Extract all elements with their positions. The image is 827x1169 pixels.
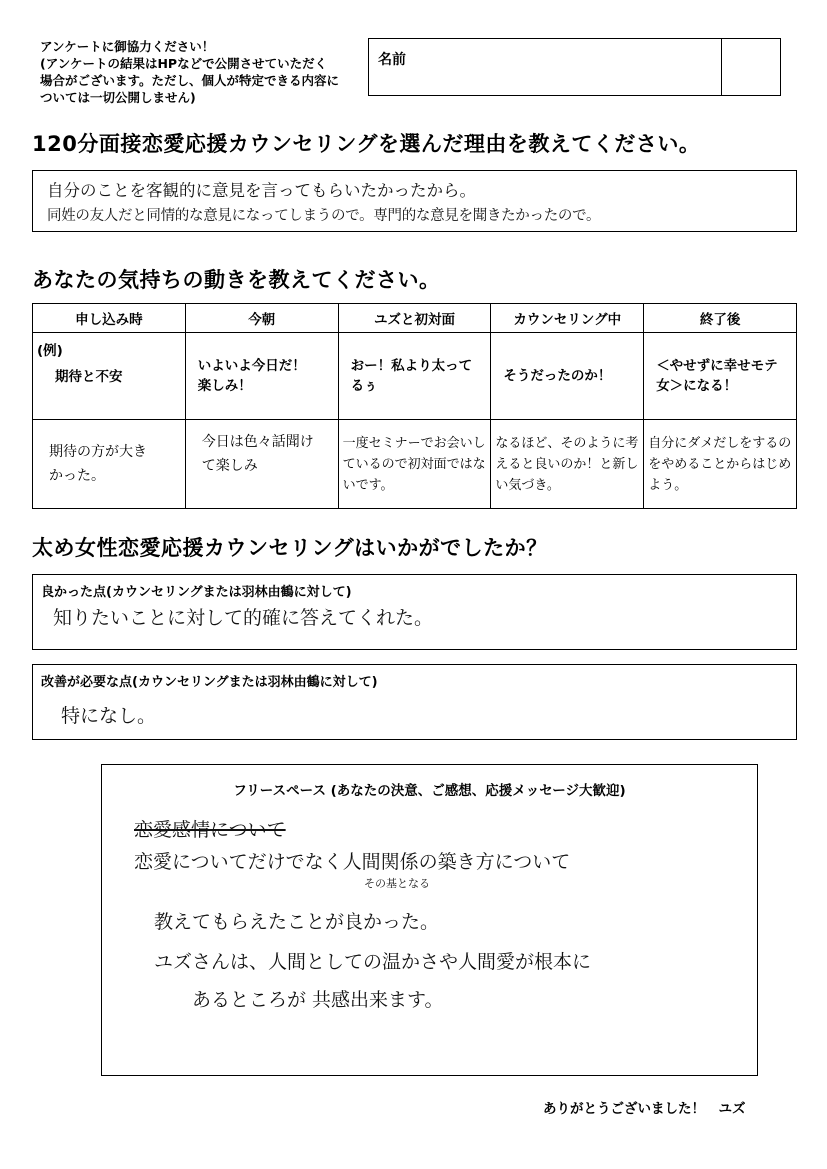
intro-line: ついては一切公開しません)	[40, 90, 196, 105]
thanks-text: ありがとうございました！ ユズ	[543, 1101, 746, 1117]
intro-line: アンケートに御協力ください！	[40, 39, 215, 54]
good-points-answer: 知りたいことに対して的確に答えてくれた。	[53, 607, 434, 629]
improvement-label: 改善が必要な点(カウンセリングまたは羽林由鶴に対して)	[41, 675, 378, 690]
example-cell	[644, 333, 797, 420]
improvement-answer: 特になし。	[61, 705, 157, 727]
answer-text: 自分にダメだしをするのをやめることからはじめよう。	[648, 435, 792, 493]
name-box-divider	[721, 39, 722, 95]
q3-title: 太め女性恋愛応援カウンセリングはいかがでしたか？	[32, 536, 548, 560]
q1-answer-box[interactable]	[32, 170, 797, 232]
example-text: そうだったのか！	[503, 368, 612, 384]
answer-text: 一度セミナーでお会いしているので初対面ではないです。	[342, 435, 486, 493]
table-header: 終了後	[644, 304, 797, 333]
free-space-title: フリースペース (あなたの決意、ご感想、応援メッセージ大歓迎)	[233, 783, 626, 799]
name-label: 名前	[378, 52, 406, 68]
table-header: ユズと初対面	[338, 304, 491, 333]
q1-title: 120分面接恋愛応援カウンセリングを選んだ理由を教えてください。	[32, 132, 701, 156]
good-points-label: 良かった点(カウンセリングまたは羽林由鶴に対して)	[41, 585, 352, 600]
free-space-line: 恋愛についてだけでなく人間関係の築き方について	[134, 851, 571, 873]
example-cell	[338, 333, 491, 420]
name-box[interactable]	[368, 38, 781, 96]
intro-line: 場合がございます。ただし、個人が特定できる内容に	[40, 73, 340, 88]
answer-cell[interactable]	[644, 420, 797, 509]
example-text: おー！私より太ってるぅ	[350, 358, 473, 394]
free-space-insert: その基となる	[364, 877, 430, 890]
free-space-line: ユズさんは、人間としての温かさや人間愛が根本に	[154, 951, 592, 973]
table-header: 今朝	[185, 304, 338, 333]
q1-answer-line: 自分のことを客観的に意見を言ってもらいたかったから。	[47, 181, 476, 200]
answer-text: なるほど、そのように考えると良いのか！と新しい気づき。	[495, 435, 639, 493]
answer-cell[interactable]	[185, 420, 338, 509]
free-space-line: あるところが 共感出来ます。	[192, 989, 444, 1011]
q2-title: あなたの気持ちの動きを教えてください。	[32, 268, 441, 292]
feelings-table	[32, 303, 797, 509]
answer-text: 期待の方が大きかった。	[49, 444, 147, 484]
answer-text: 今日は色々話聞けて楽しみ	[201, 434, 314, 474]
improvement-box[interactable]	[32, 664, 797, 740]
free-space-struck-text: 恋愛感情について	[134, 819, 286, 841]
example-cell	[33, 333, 186, 420]
example-text: ＜やせずに幸せモテ女＞になる！	[656, 358, 778, 394]
example-text: 期待と不安	[55, 369, 123, 385]
example-text: いよいよ今日だ！楽しみ！	[197, 358, 306, 394]
example-cell	[185, 333, 338, 420]
table-header: カウンセリング中	[491, 304, 644, 333]
answer-cell[interactable]	[491, 420, 644, 509]
intro-text	[40, 38, 339, 106]
table-header: 申し込み時	[33, 304, 186, 333]
good-points-box[interactable]	[32, 574, 797, 650]
example-prefix: (例)	[37, 343, 63, 359]
free-space-line: 教えてもらえたことが良かった。	[154, 911, 440, 933]
intro-line: (アンケートの結果はHPなどで公開させていただく	[40, 56, 328, 71]
free-space-box[interactable]	[101, 764, 758, 1076]
example-cell	[491, 333, 644, 420]
answer-cell[interactable]	[338, 420, 491, 509]
q1-answer-line: 同姓の友人だと同情的な意見になってしまうので。専門的な意見を聞きたかったので。	[47, 208, 601, 224]
answer-cell[interactable]	[33, 420, 186, 509]
